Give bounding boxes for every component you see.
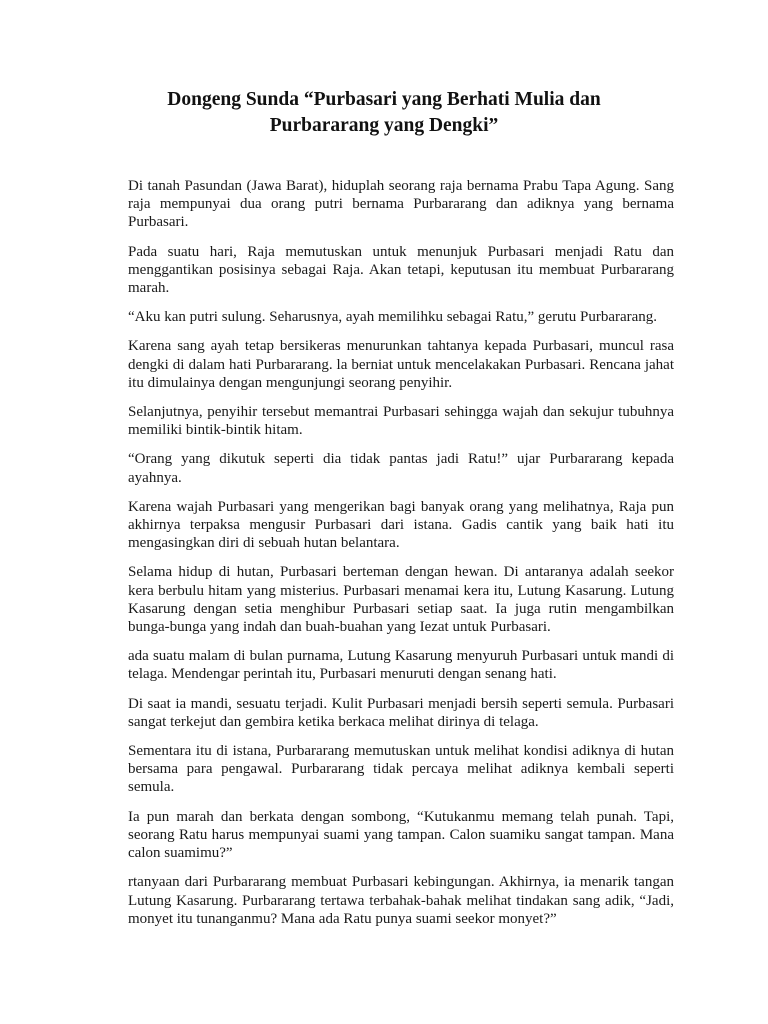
title-line-1: Dongeng Sunda “Purbasari yang Berhati Mulia dan: [167, 89, 601, 110]
document-title: [110, 87, 658, 139]
story-body: [128, 177, 674, 939]
paragraph: “Aku kan putri sulung. Seharusnya, ayah memilihku sebagai Ratu,” gerutu Purbararang.: [128, 309, 658, 326]
paragraph: rtanyaan dari Purbararang membuat Purbasari kebingungan. Akhirnya, ia menarik tangan Lutung Kasarung. Purbararang tertawa terbahak-bahak melihat tindakan sang adik, “Jadi, monyet itu tunanganmu? Mana ada Ratu punya suami seekor monyet?”: [128, 874, 674, 927]
paragraph: Di tanah Pasundan (Jawa Barat), hiduplah seorang raja bernama Prabu Tapa Agung. Sang raja mempunyai dua orang putri bernama Purbararang dan adiknya yang bernama Purbasari.: [128, 178, 674, 231]
paragraph: Karena sang ayah tetap bersikeras menurunkan tahtanya kepada Purbasari, muncul rasa dengki di dalam hati Purbararang. la berniat untuk mencelakakan Purbasari. Rencana jahat itu dimulainya dengan mengunjungi seorang penyihir.: [128, 338, 674, 391]
paragraph: Pada suatu hari, Raja memutuskan untuk menunjuk Purbasari menjadi Ratu dan menggantikan posisinya sebagai Raja. Akan tetapi, keputusan itu membuat Purbararang marah.: [128, 243, 674, 297]
title-line-2: Purbararang yang Dengki”: [269, 115, 499, 136]
paragraph: “Orang yang dikutuk seperti dia tidak pantas jadi Ratu!” ujar Purbararang kepada ayahnya.: [128, 451, 674, 486]
paragraph: ada suatu malam di bulan purnama, Lutung Kasarung menyuruh Purbasari untuk mandi di telaga. Mendengar perintah itu, Purbasari menuruti dengan senang hati.: [128, 648, 674, 683]
paragraph: Selanjutnya, penyihir tersebut memantrai Purbasari sehingga wajah dan sekujur tubuhnya memiliki bintik-bintik hitam.: [128, 404, 674, 439]
paragraph: Karena wajah Purbasari yang mengerikan bagi banyak orang yang melihatnya, Raja pun akhirnya terpaksa mengusir Purbasari dari istana. Gadis cantik yang baik hati itu mengasingkan diri di sebuah hutan belantara.: [128, 498, 674, 552]
paragraph: Di saat ia mandi, sesuatu terjadi. Kulit Purbasari menjadi bersih seperti semula. Purbasari sangat terkejut dan gembira ketika berkaca melihat dirinya di telaga.: [128, 695, 674, 730]
paragraph: Ia pun marah dan berkata dengan sombong, “Kutukanmu memang telah punah. Tapi, seorang Ratu harus mempunyai suami yang tampan. Calon suamiku sangat tampan. Mana calon suamimu?”: [128, 808, 674, 862]
paragraph: Selama hidup di hutan, Purbasari berteman dengan hewan. Di antaranya adalah seekor kera berbulu hitam yang misterius. Purbasari menamai kera itu, Lutung Kasarung. Lutung Kasarung dengan setia menghibur Purbasari setiap saat. Ia juga rutin mengambilkan bunga-bunga yang indah dan buah-buahan yang Iezat untuk Purbasari.: [128, 564, 674, 636]
paragraph: Sementara itu di istana, Purbararang memutuskan untuk melihat kondisi adiknya di hutan bersama para pengawal. Purbararang tidak percaya melihat adiknya kembali seperti semula.: [128, 743, 674, 796]
